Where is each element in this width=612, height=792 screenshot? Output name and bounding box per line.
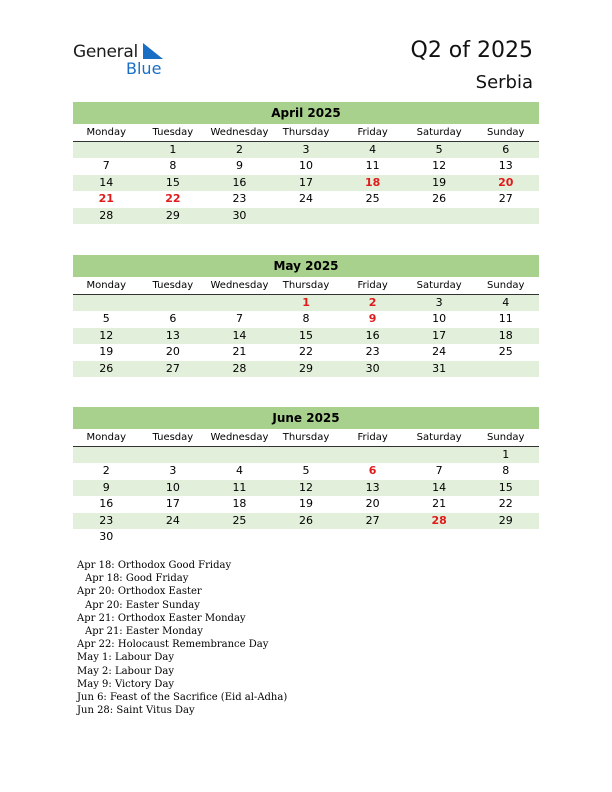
day-cell: 8	[502, 464, 510, 478]
week-row	[73, 158, 539, 174]
holiday-day-cell: 6	[368, 464, 377, 478]
day-cell	[472, 529, 539, 545]
logo-flag-icon	[143, 43, 163, 59]
day-cell: 5	[435, 143, 443, 156]
day-cell: 5	[102, 312, 110, 326]
holiday-note: Apr 18: Good Friday	[85, 573, 189, 585]
day-cell: 28	[232, 361, 247, 375]
month-header: June 2025	[73, 407, 539, 429]
week-row	[73, 328, 539, 344]
day-cell	[140, 295, 207, 311]
day-cell: 15	[498, 480, 513, 494]
weekday-label: Monday	[86, 127, 127, 138]
holiday-note: May 1: Labour Day	[77, 652, 174, 664]
day-cell: 15	[299, 328, 314, 342]
holiday-day-cell: 22	[165, 192, 181, 206]
day-cell: 1	[502, 448, 510, 461]
day-cell	[339, 208, 406, 224]
holiday-day-cell: 2	[368, 296, 377, 309]
day-cell: 22	[299, 345, 314, 359]
week-row	[73, 175, 539, 191]
day-cell	[472, 208, 539, 224]
day-cell	[273, 447, 340, 463]
day-cell: 23	[232, 192, 247, 206]
weekday-label: Tuesday	[152, 127, 194, 138]
day-cell: 14	[99, 175, 114, 189]
holiday-day-cell: 21	[98, 192, 114, 206]
day-cell: 17	[432, 328, 447, 342]
day-cell: 3	[435, 296, 443, 309]
day-cell	[73, 447, 140, 463]
day-cell: 19	[299, 497, 314, 511]
day-cell: 20	[365, 497, 380, 511]
weekday-label: Wednesday	[210, 432, 269, 443]
week-row	[73, 447, 539, 463]
holiday-note: Jun 6: Feast of the Sacrifice (Eid al-Adha)	[77, 692, 288, 704]
week-row	[73, 142, 539, 158]
weekday-label: Saturday	[416, 280, 462, 291]
weekday-label: Friday	[357, 432, 388, 443]
day-cell: 18	[498, 328, 513, 342]
day-cell	[206, 447, 273, 463]
day-cell: 24	[165, 513, 180, 527]
day-cell: 23	[99, 513, 114, 527]
day-cell: 22	[498, 497, 513, 511]
day-cell	[406, 529, 473, 545]
holiday-notes-list	[77, 559, 287, 717]
holiday-note: Apr 18: Orthodox Good Friday	[77, 560, 232, 571]
day-cell: 27	[365, 513, 380, 527]
country-name: Serbia	[475, 72, 533, 93]
weekday-label: Thursday	[282, 432, 330, 443]
day-cell: 21	[232, 345, 247, 359]
day-cell	[73, 142, 140, 158]
holiday-note: May 2: Labour Day	[77, 665, 174, 677]
day-cell: 30	[365, 361, 380, 375]
week-row	[73, 295, 539, 311]
day-cell: 24	[432, 345, 447, 359]
day-cell: 9	[235, 159, 243, 173]
day-cell: 16	[232, 175, 247, 189]
week-row	[73, 463, 539, 479]
week-row	[73, 311, 539, 327]
day-cell: 19	[99, 345, 114, 359]
day-cell: 10	[165, 480, 180, 494]
day-cell: 13	[498, 159, 513, 173]
day-cell: 27	[165, 361, 180, 375]
week-row	[73, 208, 539, 224]
month-header: April 2025	[73, 102, 539, 124]
weekday-label: Monday	[86, 280, 127, 291]
weekday-label: Tuesday	[152, 432, 194, 443]
day-cell: 25	[232, 513, 247, 527]
day-cell: 26	[432, 192, 447, 206]
day-cell	[140, 529, 207, 545]
weekday-label: Thursday	[282, 280, 330, 291]
month-calendar-may	[73, 255, 539, 377]
weekday-header-row	[73, 124, 539, 142]
day-cell: 6	[502, 143, 510, 156]
week-row	[73, 496, 539, 512]
month-header: May 2025	[73, 255, 539, 277]
day-cell: 12	[299, 480, 314, 494]
day-cell: 5	[302, 464, 310, 478]
day-cell: 17	[165, 497, 180, 511]
day-cell: 11	[498, 312, 513, 326]
holiday-note: Apr 22: Holocaust Remembrance Day	[77, 639, 269, 651]
day-cell: 7	[435, 464, 443, 478]
day-cell: 1	[169, 143, 177, 156]
day-cell: 10	[299, 159, 314, 173]
day-cell	[406, 447, 473, 463]
weekday-label: Friday	[357, 280, 388, 291]
day-cell: 20	[165, 345, 180, 359]
day-cell: 25	[498, 345, 513, 359]
holiday-day-cell: 1	[302, 296, 310, 309]
weekday-label: Monday	[86, 432, 127, 443]
day-cell: 26	[99, 361, 114, 375]
day-cell: 7	[102, 159, 110, 173]
day-cell: 11	[232, 480, 247, 494]
day-cell: 17	[299, 175, 314, 189]
weekday-label: Friday	[357, 127, 388, 138]
day-cell: 15	[165, 175, 180, 189]
holiday-day-cell: 18	[364, 175, 381, 189]
holiday-note: Apr 21: Easter Monday	[85, 626, 203, 638]
day-cell	[339, 529, 406, 545]
weekday-label: Sunday	[487, 127, 525, 138]
day-cell: 18	[232, 497, 247, 511]
week-row	[73, 480, 539, 496]
week-row	[73, 361, 539, 377]
weekday-header-row	[73, 277, 539, 295]
day-cell: 21	[432, 497, 447, 511]
day-cell: 23	[365, 345, 380, 359]
holiday-note: Apr 20: Orthodox Easter	[77, 586, 202, 598]
day-cell: 4	[235, 464, 243, 478]
weekday-label: Saturday	[416, 127, 462, 138]
day-cell: 3	[302, 143, 310, 156]
weekday-label: Sunday	[487, 280, 525, 291]
day-cell: 28	[99, 208, 114, 222]
day-cell: 12	[432, 159, 447, 173]
day-cell: 12	[99, 328, 114, 342]
weekday-label: Thursday	[282, 127, 330, 138]
day-cell: 8	[302, 312, 310, 326]
week-row	[73, 344, 539, 360]
day-cell: 16	[365, 328, 380, 342]
day-cell	[206, 295, 273, 311]
day-cell	[273, 529, 340, 545]
day-cell: 9	[102, 480, 110, 494]
holiday-day-cell: 28	[431, 513, 447, 527]
day-cell: 2	[102, 464, 110, 478]
day-cell: 27	[498, 192, 513, 206]
day-cell	[73, 295, 140, 311]
day-cell: 2	[235, 143, 243, 156]
day-cell: 7	[235, 312, 243, 326]
weekday-header-row	[73, 429, 539, 447]
day-cell	[472, 361, 539, 377]
page-title: Q2 of 2025	[410, 38, 533, 63]
day-cell: 29	[299, 361, 314, 375]
day-cell: 14	[432, 480, 447, 494]
day-cell: 30	[232, 208, 247, 222]
day-cell: 14	[232, 328, 247, 342]
day-cell: 4	[369, 143, 377, 156]
holiday-note: Jun 28: Saint Vitus Day	[77, 705, 195, 717]
weekday-label: Wednesday	[210, 280, 269, 291]
day-cell: 29	[165, 208, 180, 222]
day-cell: 6	[169, 312, 177, 326]
day-cell: 24	[299, 192, 314, 206]
month-calendar-april	[73, 102, 539, 224]
day-cell: 11	[365, 159, 380, 173]
day-cell: 19	[432, 175, 447, 189]
holiday-day-cell: 20	[498, 175, 514, 189]
day-cell: 4	[502, 296, 510, 309]
day-cell	[140, 447, 207, 463]
day-cell	[273, 208, 340, 224]
day-cell: 31	[432, 361, 447, 375]
day-cell: 26	[299, 513, 314, 527]
day-cell	[339, 447, 406, 463]
week-row	[73, 513, 539, 529]
day-cell: 8	[169, 159, 177, 173]
logo-text-general: General	[73, 42, 138, 62]
day-cell: 25	[365, 192, 380, 206]
month-calendar-june	[73, 407, 539, 545]
day-cell: 13	[165, 328, 180, 342]
holiday-note: May 9: Victory Day	[77, 678, 175, 690]
day-cell	[206, 529, 273, 545]
generalblue-logo	[73, 42, 173, 78]
day-cell	[406, 208, 473, 224]
holiday-day-cell: 9	[368, 312, 377, 326]
week-row	[73, 529, 539, 545]
weekday-label: Sunday	[487, 432, 525, 443]
day-cell: 10	[432, 312, 447, 326]
weekday-label: Saturday	[416, 432, 462, 443]
week-row	[73, 191, 539, 207]
weekday-label: Wednesday	[210, 127, 269, 138]
day-cell: 29	[498, 513, 513, 527]
day-cell: 30	[99, 529, 114, 543]
day-cell: 3	[169, 464, 177, 478]
weekday-label: Tuesday	[152, 280, 194, 291]
holiday-note: Apr 21: Orthodox Easter Monday	[77, 612, 246, 624]
logo-text-blue: Blue	[126, 59, 162, 78]
holiday-note: Apr 20: Easter Sunday	[85, 599, 200, 611]
day-cell: 16	[99, 497, 114, 511]
day-cell: 13	[365, 480, 380, 494]
